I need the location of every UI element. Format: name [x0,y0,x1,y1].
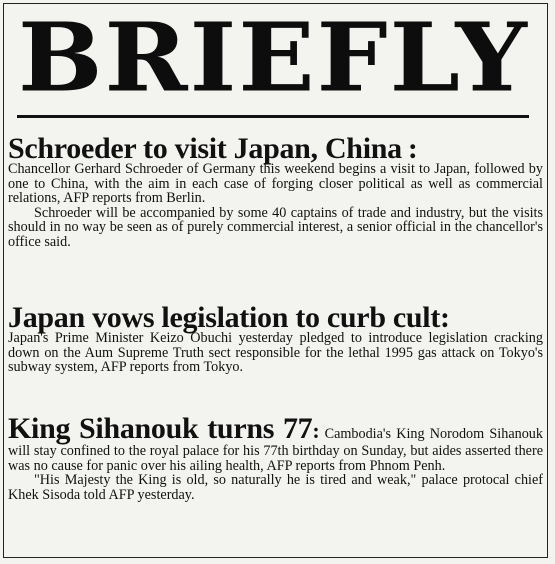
story-paragraph: Japan's Prime Minister Keizo Obuchi yesterday pledged to introduce legislation cracking down on the Aum Supreme Truth sect responsible for the lethal 1995 gas attack on Tokyo's subway system, AFP reports from Tokyo. [8,330,543,375]
story-paragraph: "His Majesty the King is old, so naturally he is tired and weak," palace protocal chief Khek Sisoda told AFP yesterday. [8,472,543,503]
story-paragraph: Chancellor Gerhard Schroeder of Germany this weekend begins a visit to Japan, followed by one to China, with the aim in each case of forging closer political as well as commercial relations, AFP reports from Berlin. [8,161,543,206]
story-headline: King Sihanouk turns 77 [8,412,313,445]
story-sihanouk [8,412,543,503]
story-headline: Japan vows legislation to curb cult: [8,301,450,334]
story-headline: Schroeder to visit Japan, China : [8,132,418,165]
story-schroeder [8,132,543,250]
story-japan-cult [8,301,543,375]
masthead-title: BRIEFLY [18,0,529,114]
story-lede: Cambodia's King Norodom Sihanouk will stay confined to the royal palace for his 77th birthday on Sunday, but aides asserted there was no cause for panic over his ailing health, AFP reports from Phnom Penh. [8,426,543,474]
story-lede-paragraph: King Sihanouk turns 77: Cambodia's King Norodom Sihanouk will stay confined to the royal palace for his 77th birthday on Sunday, but aides asserted there was no cause for panic over his ailing health, AFP reports from Phnom Penh. [8,412,543,474]
story-paragraph: Schroeder will be accompanied by some 40 captains of trade and industry, but the visits should in no way be seen as of purely commercial interest, a senior official in the chancellor's office said. [8,204,543,250]
masthead-rule [17,115,529,118]
